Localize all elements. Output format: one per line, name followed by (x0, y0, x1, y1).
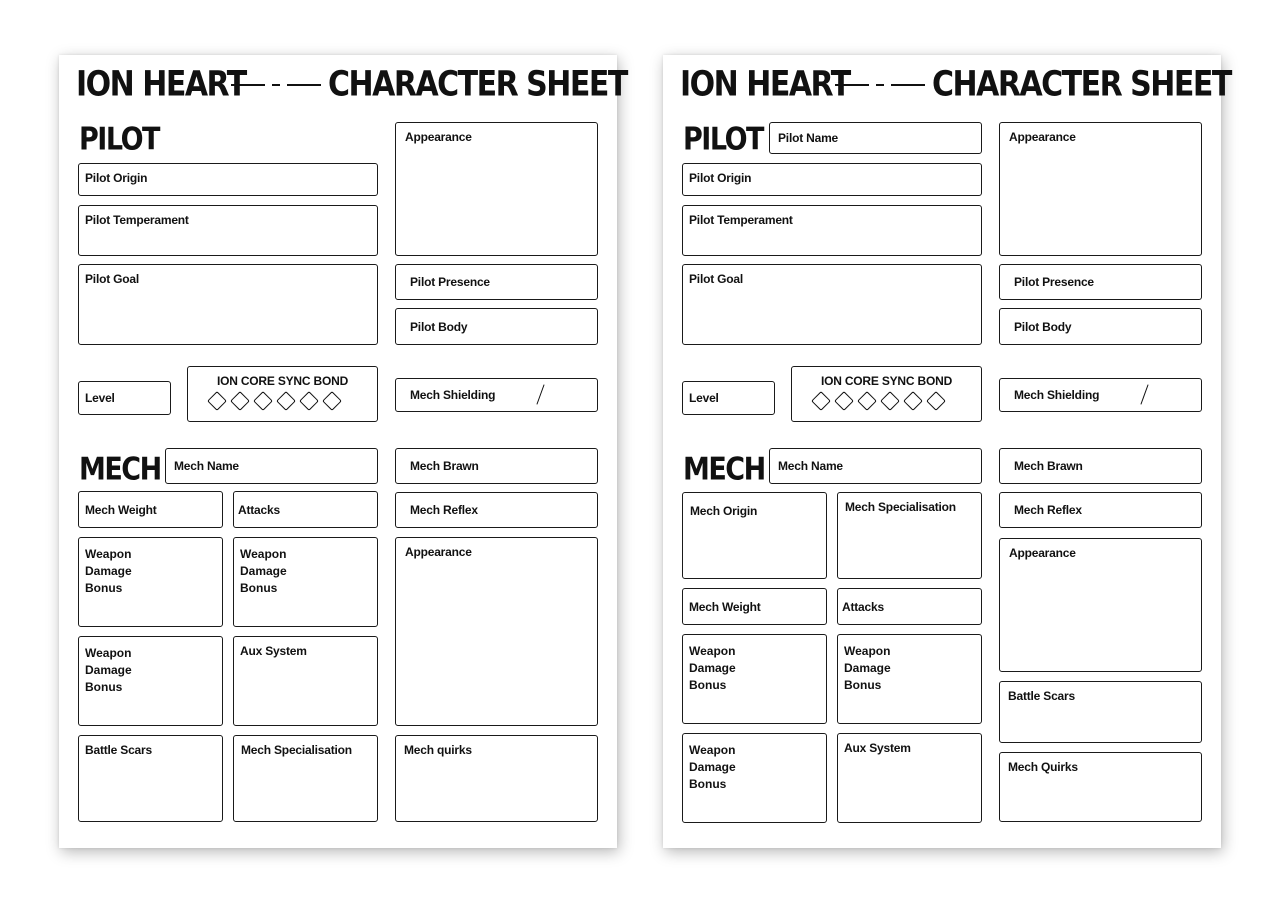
ion-core-sync-bond-tracker (791, 366, 982, 422)
diamond-checkbox[interactable] (276, 391, 296, 411)
field-label: Pilot Presence (410, 275, 490, 289)
mech-origin-field[interactable] (682, 492, 827, 579)
sync-bond-diamonds (814, 394, 943, 408)
field-label: Mech Origin (690, 504, 758, 518)
pilot-origin-field[interactable] (78, 163, 378, 196)
title-dash (231, 84, 265, 86)
field-label: Pilot Goal (689, 272, 744, 286)
mech-appearance-field[interactable] (999, 538, 1202, 672)
mech-weight-field[interactable] (78, 491, 223, 528)
attacks-field[interactable] (233, 491, 378, 528)
field-label: Mech quirks (404, 743, 472, 757)
bonus-label: Bonus (85, 680, 123, 694)
mech-heading: MECH (683, 451, 765, 488)
shielding-divider (536, 384, 544, 404)
field-label: Mech Reflex (410, 503, 478, 517)
field-label: Pilot Name (778, 131, 839, 145)
field-label: Mech Specialisation (845, 500, 956, 514)
weapon-label: Weapon (85, 547, 132, 561)
weapon-labels (689, 643, 736, 694)
weapon-slot[interactable] (682, 733, 827, 823)
damage-label: Damage (844, 661, 891, 675)
pilot-temperament-field[interactable] (682, 205, 982, 256)
weapon-labels (85, 645, 132, 696)
sheet-title: CHARACTER SHEET (328, 64, 627, 105)
weapon-label: Weapon (689, 743, 736, 757)
diamond-checkbox[interactable] (926, 391, 946, 411)
sheet-title: CHARACTER SHEET (932, 64, 1231, 105)
diamond-checkbox[interactable] (834, 391, 854, 411)
sync-bond-diamonds (210, 394, 339, 408)
sheet-title-game: ION HEART (76, 64, 246, 105)
pilot-heading: PILOT (683, 121, 763, 158)
pilot-temperament-field[interactable] (78, 205, 378, 256)
field-label: Attacks (842, 599, 884, 614)
pilot-goal-field[interactable] (78, 264, 378, 345)
field-label: Mech Reflex (1014, 503, 1082, 517)
diamond-checkbox[interactable] (230, 391, 250, 411)
diamond-checkbox[interactable] (880, 391, 900, 411)
bonus-label: Bonus (689, 678, 727, 692)
field-label: Mech Specialisation (241, 743, 352, 757)
pilot-body-field[interactable] (999, 308, 1202, 345)
bonus-label: Bonus (85, 581, 123, 595)
bonus-label: Bonus (240, 581, 278, 595)
mech-appearance-field[interactable] (395, 537, 598, 726)
attacks-field[interactable] (837, 588, 982, 625)
level-field[interactable] (78, 381, 171, 415)
field-label: Aux System (240, 644, 307, 658)
field-label: Battle Scars (85, 743, 152, 757)
field-label: Pilot Temperament (85, 213, 189, 227)
mech-specialisation-field[interactable] (837, 492, 982, 579)
character-sheet-v1 (59, 55, 627, 848)
diamond-checkbox[interactable] (253, 391, 273, 411)
weapon-labels (689, 742, 736, 793)
field-label: Pilot Temperament (689, 213, 793, 227)
title-dash (272, 84, 280, 86)
mech-quirks-field[interactable] (395, 735, 598, 822)
weapon-slot[interactable] (682, 634, 827, 724)
weapon-labels (85, 546, 132, 597)
field-label: Pilot Body (1014, 319, 1072, 334)
mech-brawn-field[interactable] (395, 448, 598, 484)
mech-quirks-field[interactable] (999, 752, 1202, 822)
bonus-label: Bonus (844, 678, 882, 692)
field-label: Battle Scars (1008, 689, 1075, 703)
tracker-label: ION CORE SYNC BOND (216, 374, 349, 388)
field-label: Pilot Origin (85, 171, 148, 185)
field-label: Pilot Body (410, 319, 468, 334)
mech-shielding-field[interactable] (999, 378, 1202, 412)
field-label: Pilot Presence (1014, 275, 1094, 289)
field-label: Mech Shielding (1014, 388, 1100, 402)
battle-scars-field[interactable] (78, 735, 223, 822)
diamond-checkbox[interactable] (299, 391, 319, 411)
field-label: Mech Name (174, 459, 239, 473)
mech-brawn-field[interactable] (999, 448, 1202, 484)
mech-name-field[interactable] (165, 448, 378, 484)
field-label: Mech Weight (689, 599, 761, 614)
field-label: Appearance (405, 545, 472, 559)
pilot-appearance-field[interactable] (395, 122, 598, 256)
diamond-checkbox[interactable] (857, 391, 877, 411)
diamond-checkbox[interactable] (811, 391, 831, 411)
sheet-title-game: ION HEART (680, 64, 850, 105)
pilot-origin-field[interactable] (682, 163, 982, 196)
character-sheet-v2 (663, 55, 1231, 848)
weapon-slot[interactable] (78, 636, 223, 726)
damage-label: Damage (689, 760, 736, 774)
mech-shielding-field[interactable] (395, 378, 598, 412)
mech-reflex-field[interactable] (999, 492, 1202, 528)
damage-label: Damage (85, 564, 132, 578)
mech-weight-field[interactable] (682, 588, 827, 625)
field-label: Attacks (238, 502, 280, 517)
field-label: Aux System (844, 741, 911, 755)
pilot-presence-field[interactable] (999, 264, 1202, 300)
weapon-labels (240, 546, 287, 597)
battle-scars-field[interactable] (999, 681, 1202, 743)
field-label: Appearance (1009, 546, 1076, 560)
title-dash (287, 84, 321, 86)
pilot-goal-field[interactable] (682, 264, 982, 345)
tracker-label: ION CORE SYNC BOND (820, 374, 953, 388)
pilot-heading: PILOT (79, 121, 159, 158)
weapon-label: Weapon (85, 646, 132, 660)
bonus-label: Bonus (689, 777, 727, 791)
mech-heading: MECH (79, 451, 161, 488)
pilot-name-field[interactable] (769, 122, 982, 154)
pilot-presence-field[interactable] (395, 264, 598, 300)
field-label: Mech Quirks (1008, 760, 1078, 774)
mech-name-field[interactable] (769, 448, 982, 484)
field-label: Appearance (405, 130, 472, 144)
damage-label: Damage (85, 663, 132, 677)
damage-label: Damage (240, 564, 287, 578)
field-label: Pilot Goal (85, 272, 140, 286)
ion-core-sync-bond-tracker (187, 366, 378, 422)
weapon-label: Weapon (844, 644, 891, 658)
weapon-label: Weapon (689, 644, 736, 658)
mech-reflex-field[interactable] (395, 492, 598, 528)
shielding-divider (1140, 384, 1148, 404)
title-dash (891, 84, 925, 86)
title-dash (835, 84, 869, 86)
title-dash (876, 84, 884, 86)
mech-specialisation-field[interactable] (233, 735, 378, 822)
field-label: Pilot Origin (689, 171, 752, 185)
pilot-body-field[interactable] (395, 308, 598, 345)
field-label: Mech Weight (85, 502, 157, 517)
diamond-checkbox[interactable] (322, 391, 342, 411)
field-label: Mech Shielding (410, 388, 496, 402)
field-label: Mech Brawn (1014, 459, 1083, 473)
diamond-checkbox[interactable] (207, 391, 227, 411)
pilot-appearance-field[interactable] (999, 122, 1202, 256)
weapon-label: Weapon (240, 547, 287, 561)
field-label: Level (85, 391, 115, 405)
weapon-slot[interactable] (233, 537, 378, 627)
field-label: Appearance (1009, 130, 1076, 144)
damage-label: Damage (689, 661, 736, 675)
aux-system-field[interactable] (233, 636, 378, 726)
level-field[interactable] (682, 381, 775, 415)
diamond-checkbox[interactable] (903, 391, 923, 411)
aux-system-field[interactable] (837, 733, 982, 823)
field-label: Mech Name (778, 459, 843, 473)
weapon-labels (844, 643, 891, 694)
weapon-slot[interactable] (78, 537, 223, 627)
weapon-slot[interactable] (837, 634, 982, 724)
field-label: Mech Brawn (410, 459, 479, 473)
field-label: Level (689, 391, 719, 405)
